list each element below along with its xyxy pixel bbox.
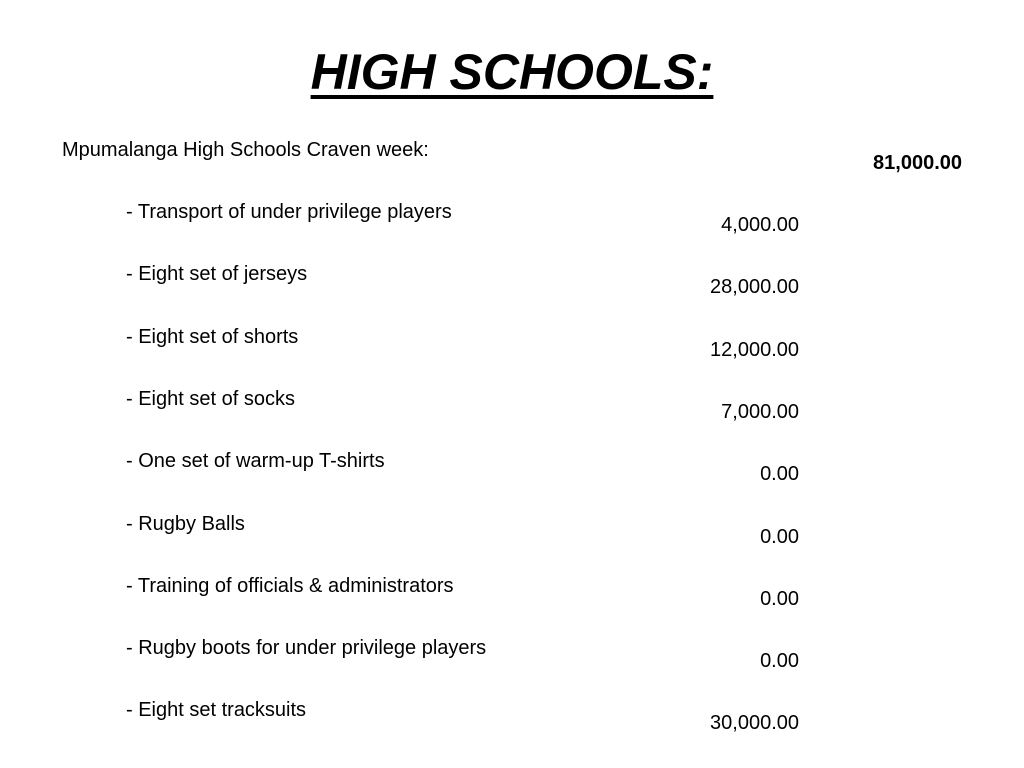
budget-item-label: - One set of warm-up T-shirts	[126, 450, 385, 472]
budget-item-amount: 0.00	[760, 463, 799, 485]
budget-item-amount: 7,000.00	[721, 401, 799, 423]
page-title: HIGH SCHOOLS:	[310, 44, 714, 100]
section-heading: Mpumalanga High Schools Craven week:	[62, 139, 429, 161]
budget-item-amount: 30,000.00	[710, 712, 799, 734]
budget-item-label: - Training of officials & administrators	[126, 575, 454, 597]
budget-item-row	[0, 261, 1024, 323]
budget-item-label: - Eight set of socks	[126, 388, 295, 410]
budget-item-row	[0, 511, 1024, 573]
budget-item-amount: 0.00	[760, 650, 799, 672]
section-total: 81,000.00	[873, 152, 962, 174]
budget-item-label: - Eight set tracksuits	[126, 699, 307, 721]
budget-item-row	[0, 199, 1024, 261]
budget-item-label: - Eight set of jerseys	[126, 263, 308, 285]
budget-item-row	[0, 448, 1024, 510]
budget-item-label: - Rugby boots for under privilege players	[126, 637, 487, 659]
budget-item-amount: 4,000.00	[721, 214, 799, 236]
budget-item-amount: 0.00	[760, 588, 799, 610]
budget-item-label: - Rugby Balls	[126, 513, 245, 535]
budget-item-label: - Eight set of shorts	[126, 326, 299, 348]
budget-item-row	[0, 386, 1024, 448]
budget-item-row	[0, 697, 1024, 759]
budget-item-row	[0, 324, 1024, 386]
budget-item-amount: 28,000.00	[710, 276, 799, 298]
budget-item-row	[0, 635, 1024, 697]
budget-item-amount: 0.00	[760, 526, 799, 548]
budget-item-label: - Transport of under privilege players	[126, 201, 452, 223]
budget-item-row	[0, 573, 1024, 635]
budget-item-amount: 12,000.00	[710, 339, 799, 361]
